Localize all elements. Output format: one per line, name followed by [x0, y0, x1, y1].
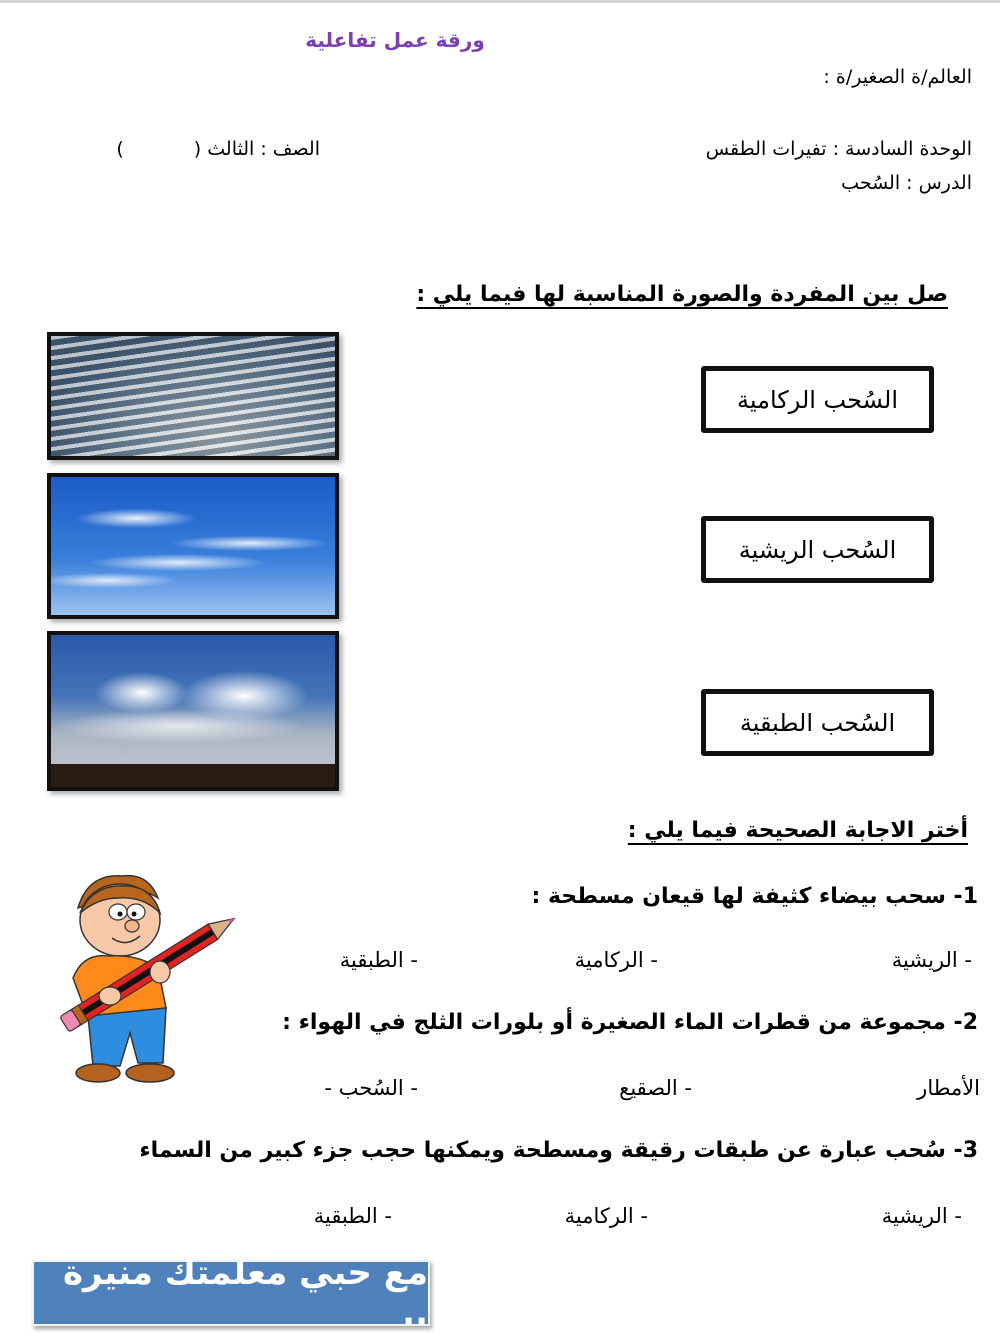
- question-1-option-1[interactable]: - الريشية: [891, 948, 972, 972]
- unit-label: الوحدة السادسة : تفيرات الطقس: [705, 138, 972, 160]
- altocumulus-photo[interactable]: [47, 332, 339, 460]
- question-2-option-1[interactable]: الأمطار: [917, 1076, 980, 1100]
- question-3-option-3[interactable]: - الطبقية: [313, 1204, 392, 1228]
- question-2-text: 2- مجموعة من قطرات الماء الصغيرة أو بلورات الثلج في الهواء :: [282, 1010, 978, 1035]
- question-3-option-2[interactable]: - الركامية: [564, 1204, 648, 1228]
- boy-with-pencil-illustration: [48, 868, 258, 1093]
- worksheet-title: ورقة عمل تفاعلية: [305, 28, 485, 52]
- lesson-label: الدرس : السُحب: [841, 172, 972, 194]
- question-3-option-1[interactable]: - الريشية: [881, 1204, 962, 1228]
- grade-open-paren: (: [193, 138, 202, 160]
- match-label-cumulus[interactable]: السُحب الركامية: [701, 366, 934, 433]
- cumulus-photo[interactable]: [47, 631, 339, 791]
- question-1-text: 1- سحب بيضاء كثيفة لها قيعان مسطحة :: [531, 884, 978, 909]
- question-1-option-2[interactable]: - الركامية: [574, 948, 658, 972]
- teacher-signature-banner: مع حبي معلمتك منيرة ..: [32, 1260, 430, 1326]
- question-2-option-3[interactable]: - السُحب -: [324, 1076, 418, 1100]
- grade-text: الصف : الثالث: [207, 138, 320, 160]
- cirrus-photo[interactable]: [47, 473, 339, 619]
- grade-label: [75, 138, 320, 160]
- match-label-stratus[interactable]: السُحب الطبقية: [701, 689, 934, 756]
- matching-heading: صل بين المفردة والصورة المناسبة لها فيما يلي :: [416, 282, 948, 307]
- page-top-border: [0, 0, 1000, 3]
- question-1-option-3[interactable]: - الطبقية: [339, 948, 418, 972]
- student-name-label: العالم/ة الصغير/ة :: [823, 66, 972, 88]
- choice-heading: أختر الاجابة الصحيحة فيما يلي :: [627, 818, 968, 843]
- question-3-text: 3- سُحب عبارة عن طبقات رقيقة ومسطحة ويمكنها حجب جزء كبير من السماء: [139, 1138, 978, 1163]
- question-2-option-2[interactable]: - الصقيع: [619, 1076, 692, 1100]
- match-label-cirrus[interactable]: السُحب الريشية: [701, 516, 934, 583]
- grade-close-paren: ): [116, 138, 124, 160]
